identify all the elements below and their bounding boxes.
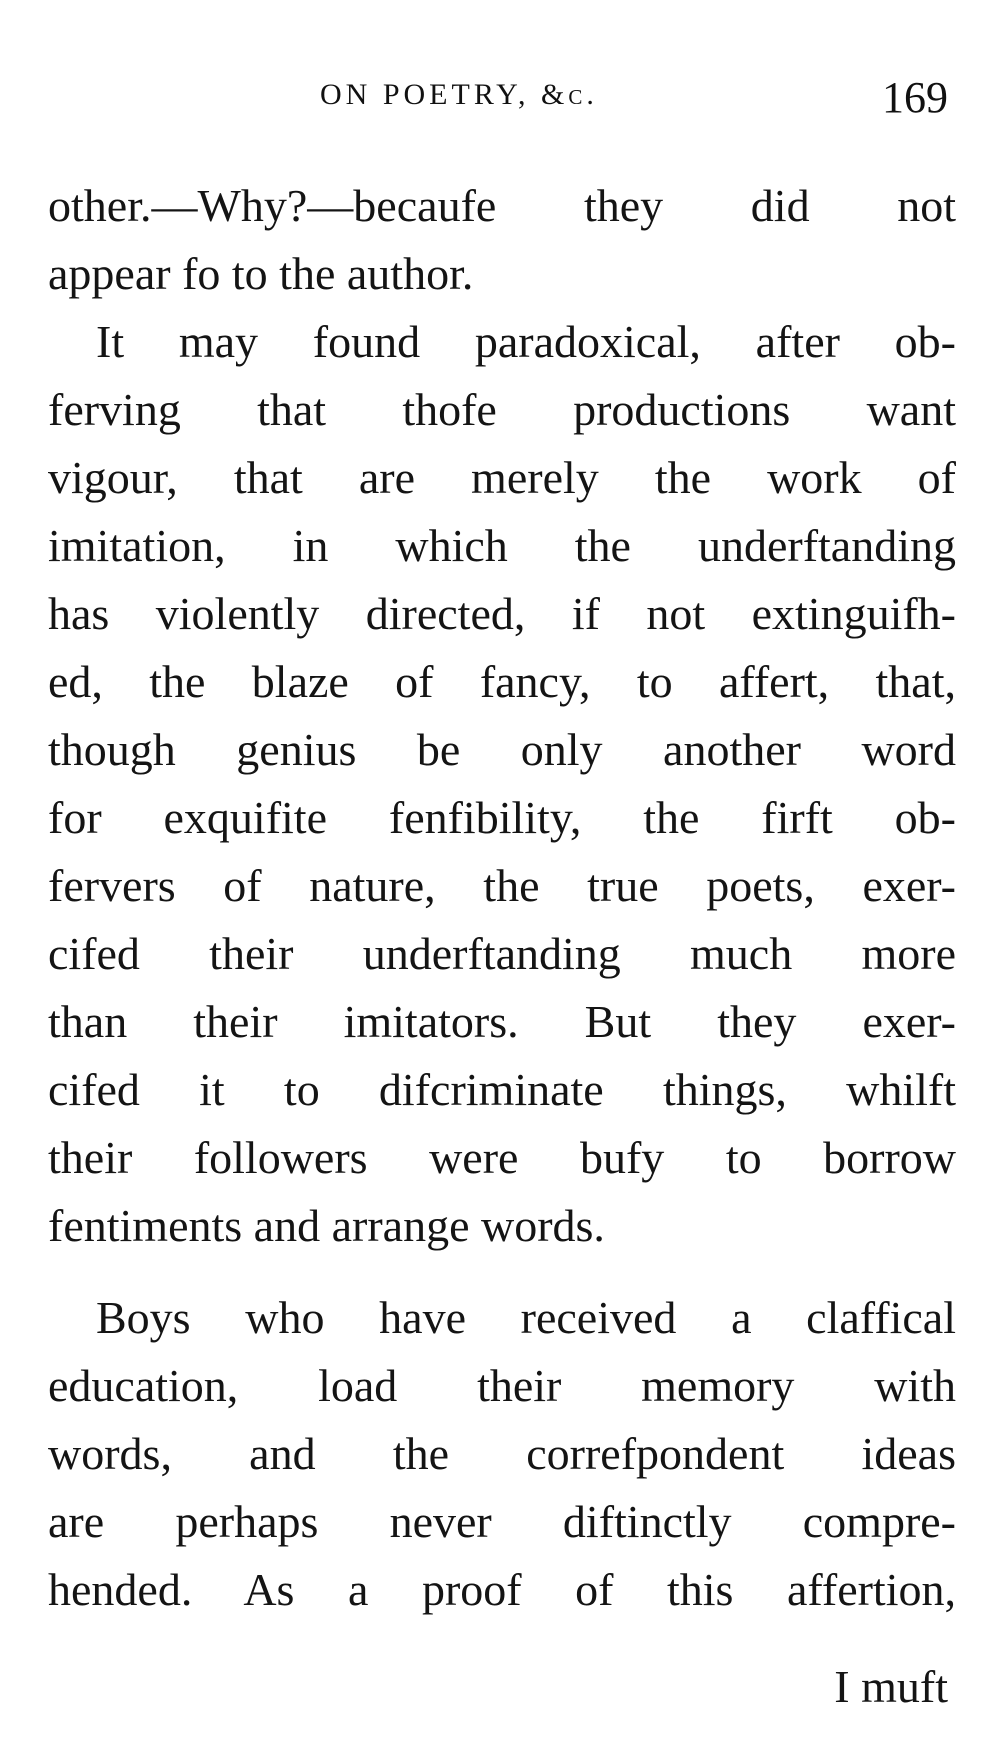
text-line: ed, the blaze of fancy, to affert, that, <box>48 656 956 707</box>
text-line: vigour, that are merely the work of <box>48 452 956 503</box>
text-line: It may found paradoxical, after ob- <box>96 316 956 367</box>
text-line: has violently directed, if not extinguifh- <box>48 588 956 639</box>
text-line: imitation, in which the underftanding <box>48 520 956 571</box>
paragraph-gap <box>48 1260 956 1284</box>
text-line: other.—Why?—becaufe they did not <box>48 180 956 231</box>
page-number: 169 <box>882 73 948 122</box>
paragraph-2 <box>48 308 956 1260</box>
text-line: than their imitators. But they exer- <box>48 996 956 1047</box>
text-line: for exquifite fenfibility, the firft ob- <box>48 792 956 843</box>
text-line: fervers of nature, the true poets, exer- <box>48 860 956 911</box>
body-text <box>48 172 956 1624</box>
text-line: education, load their memory with <box>48 1360 956 1411</box>
paragraph-1 <box>48 172 956 308</box>
text-line: cifed their underftanding much more <box>48 928 956 979</box>
text-line: ferving that thofe productions want <box>48 384 956 435</box>
text-line: hended. As a proof of this affertion, <box>48 1564 956 1615</box>
text-line: Boys who have received a claffical <box>96 1292 956 1343</box>
text-line: are perhaps never diftinctly compre- <box>48 1496 956 1547</box>
text-line: fentiments and arrange words. <box>48 1200 605 1251</box>
text-line: appear fo to the author. <box>48 248 474 299</box>
text-line: words, and the correfpondent ideas <box>48 1428 956 1479</box>
catchword: I muft <box>834 1661 948 1712</box>
text-line: their followers were bufy to borrow <box>48 1132 956 1183</box>
text-line: cifed it to difcriminate things, whilft <box>48 1064 956 1115</box>
paragraph-3 <box>48 1284 956 1624</box>
running-title: ON POETRY, &c. <box>320 78 598 111</box>
text-line: though genius be only another word <box>48 724 956 775</box>
